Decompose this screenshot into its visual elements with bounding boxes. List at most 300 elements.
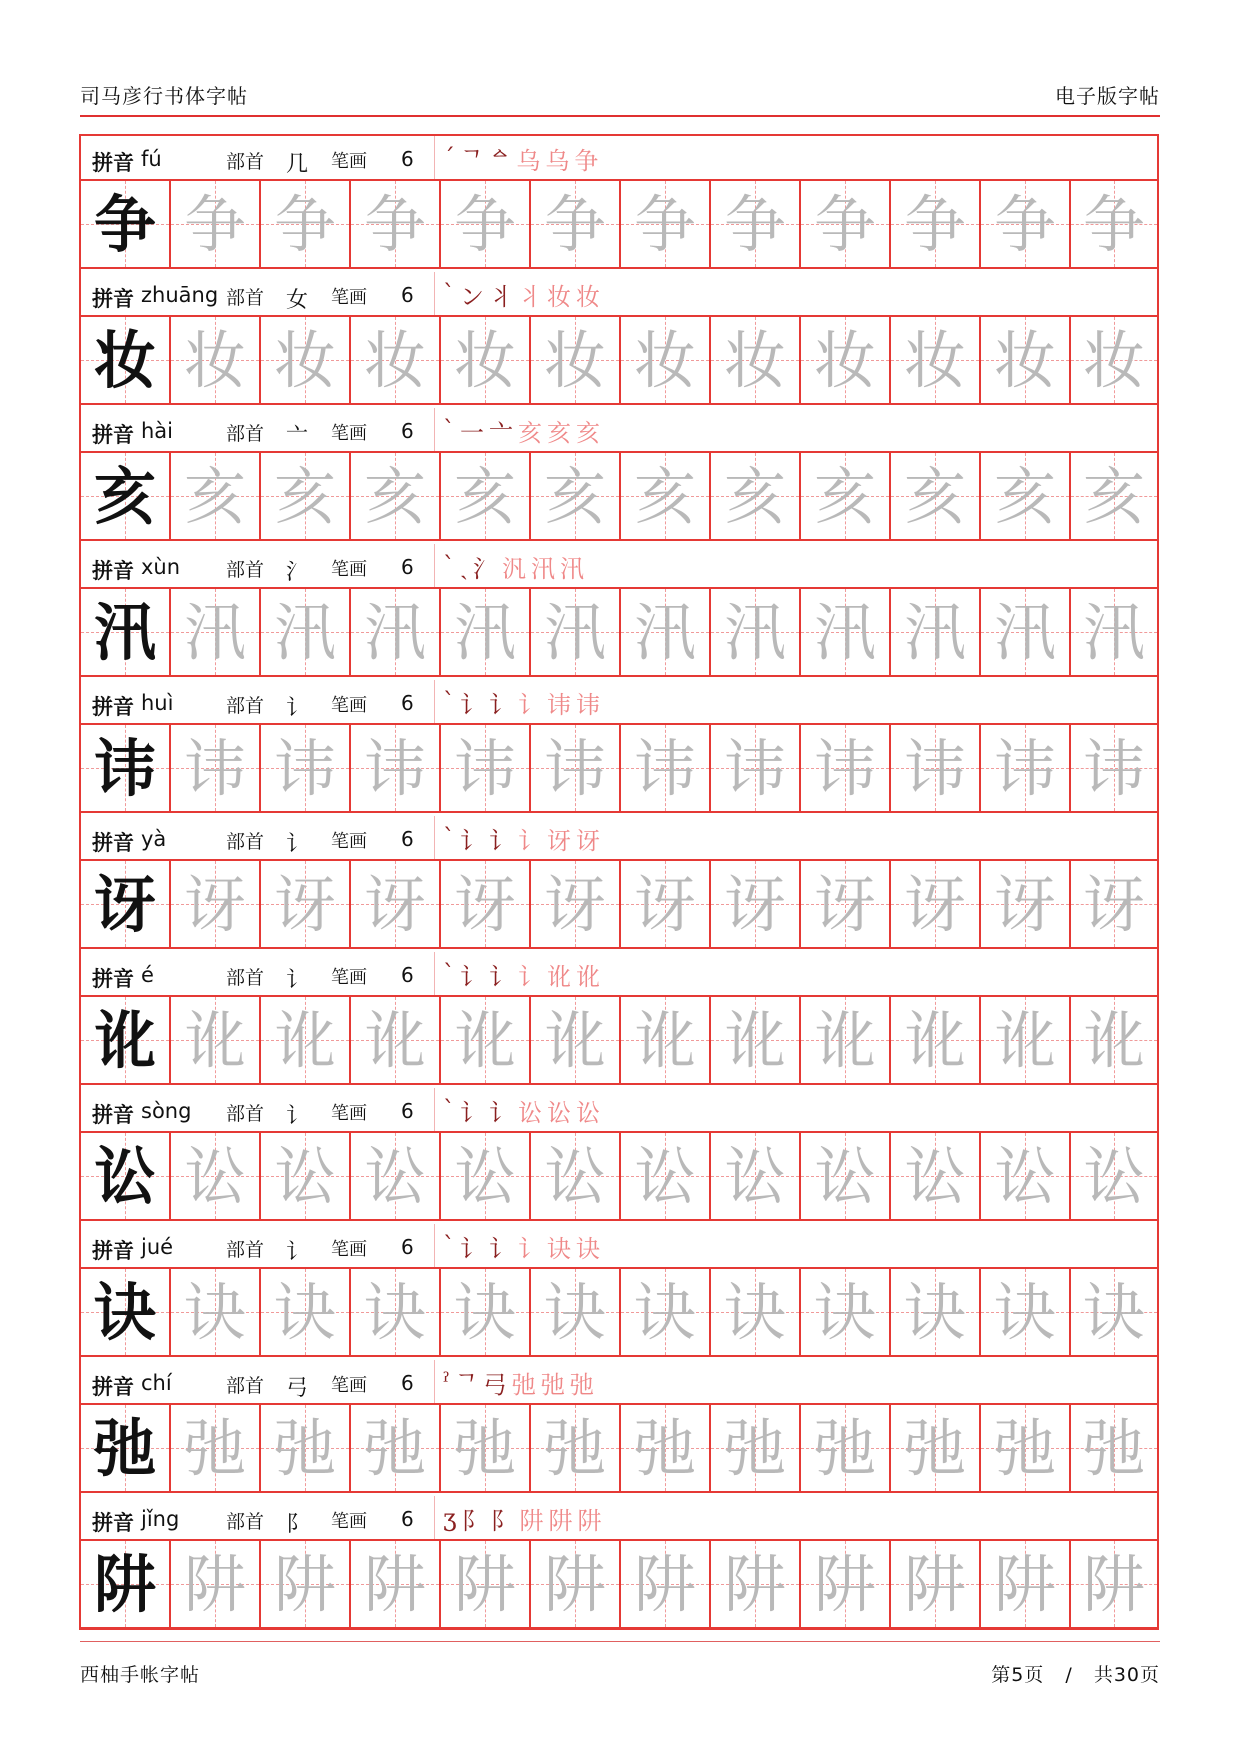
trace-cell bbox=[351, 1133, 441, 1219]
trace-cell bbox=[801, 589, 891, 675]
stroke-count-value: 6 bbox=[401, 1371, 414, 1395]
trace-character: 弛 bbox=[633, 1412, 696, 1485]
model-cell bbox=[81, 1541, 171, 1627]
stroke-step: 一 bbox=[460, 418, 484, 447]
trace-character: 讶 bbox=[183, 868, 246, 941]
trace-character: 讼 bbox=[903, 1140, 966, 1213]
practice-grid-row bbox=[81, 1539, 1157, 1629]
stroke-step: ン bbox=[460, 282, 484, 311]
model-cell bbox=[81, 725, 171, 811]
trace-cell bbox=[1071, 997, 1157, 1083]
stroke-count-label: 笔画 bbox=[331, 1239, 367, 1260]
model-character: 讳 bbox=[93, 732, 156, 805]
trace-cell bbox=[261, 1405, 351, 1491]
trace-character: 讹 bbox=[543, 1004, 606, 1077]
model-character: 阱 bbox=[93, 1548, 156, 1621]
trace-cell bbox=[981, 725, 1071, 811]
stroke-step: 氵 bbox=[473, 554, 497, 583]
trace-character: 弛 bbox=[543, 1412, 606, 1485]
trace-cell bbox=[351, 317, 441, 403]
char-meta bbox=[81, 1224, 435, 1268]
stroke-step: ˊ bbox=[443, 144, 455, 172]
trace-character: 弛 bbox=[183, 1412, 246, 1485]
radical-label: 部首 bbox=[226, 287, 265, 309]
stroke-step: ˋ bbox=[443, 552, 455, 580]
trace-character: 诀 bbox=[1082, 1276, 1145, 1349]
trace-cell bbox=[891, 317, 981, 403]
trace-cell bbox=[891, 1405, 981, 1491]
trace-cell bbox=[891, 181, 981, 267]
trace-character: 讹 bbox=[993, 1004, 1056, 1077]
trace-cell bbox=[801, 1541, 891, 1627]
trace-cell bbox=[531, 997, 621, 1083]
stroke-count-label: 笔画 bbox=[331, 695, 367, 716]
stroke-order bbox=[435, 952, 1157, 996]
trace-character: 诀 bbox=[183, 1276, 246, 1349]
trace-cell bbox=[441, 1405, 531, 1491]
trace-character: 亥 bbox=[273, 460, 336, 533]
trace-cell bbox=[621, 317, 711, 403]
stroke-step: ˋ bbox=[443, 688, 455, 716]
trace-cell bbox=[261, 1269, 351, 1355]
trace-character: 讳 bbox=[903, 732, 966, 805]
stroke-step: 讶 bbox=[576, 826, 600, 855]
trace-character: 亥 bbox=[1082, 460, 1145, 533]
trace-cell bbox=[171, 453, 261, 539]
stroke-count-label: 笔画 bbox=[331, 559, 367, 580]
trace-character: 诀 bbox=[363, 1276, 426, 1349]
stroke-step: 汛 bbox=[560, 554, 584, 583]
pinyin-label: 拼音 bbox=[92, 1375, 134, 1399]
trace-character: 讼 bbox=[633, 1140, 696, 1213]
char-info-row bbox=[81, 136, 1157, 181]
radical-value: 讠 bbox=[286, 696, 309, 721]
stroke-step: 丬 bbox=[489, 282, 513, 311]
radical-value: 讠 bbox=[286, 968, 309, 993]
model-cell bbox=[81, 589, 171, 675]
trace-character: 阱 bbox=[183, 1548, 246, 1621]
stroke-count-label: 笔画 bbox=[331, 151, 367, 172]
stroke-count-label: 笔画 bbox=[331, 967, 367, 988]
trace-cell bbox=[171, 1133, 261, 1219]
trace-character: 讳 bbox=[1082, 732, 1145, 805]
trace-character: 讳 bbox=[363, 732, 426, 805]
char-meta bbox=[81, 1496, 435, 1540]
trace-cell bbox=[441, 1541, 531, 1627]
char-info-row bbox=[81, 952, 1157, 997]
trace-cell bbox=[981, 1269, 1071, 1355]
trace-character: 汛 bbox=[633, 596, 696, 669]
trace-cell bbox=[1071, 1269, 1157, 1355]
trace-cell bbox=[711, 1269, 801, 1355]
stroke-step: ᅀ bbox=[488, 146, 512, 175]
trace-character: 汛 bbox=[903, 596, 966, 669]
practice-grid-row bbox=[81, 995, 1157, 1085]
char-meta bbox=[81, 952, 435, 996]
trace-character: 亥 bbox=[183, 460, 246, 533]
model-cell bbox=[81, 1269, 171, 1355]
trace-character: 争 bbox=[453, 188, 516, 261]
trace-character: 妆 bbox=[993, 324, 1056, 397]
radical-label: 部首 bbox=[226, 559, 265, 581]
stroke-step: 亥 bbox=[547, 418, 571, 447]
model-character: 亥 bbox=[93, 460, 156, 533]
stroke-step: 丬 bbox=[518, 282, 542, 311]
pinyin-label: 拼音 bbox=[92, 151, 134, 175]
practice-grid-row bbox=[81, 1403, 1157, 1493]
stroke-step: 讠 bbox=[518, 962, 542, 991]
trace-character: 诀 bbox=[273, 1276, 336, 1349]
trace-character: 讶 bbox=[993, 868, 1056, 941]
char-meta bbox=[81, 816, 435, 860]
trace-cell bbox=[711, 317, 801, 403]
trace-cell bbox=[441, 317, 531, 403]
model-cell bbox=[81, 317, 171, 403]
pinyin-value: jué bbox=[141, 1235, 174, 1259]
trace-character: 阱 bbox=[1082, 1548, 1145, 1621]
stroke-order bbox=[435, 816, 1157, 860]
stroke-step: 讠 bbox=[489, 826, 513, 855]
trace-cell bbox=[261, 725, 351, 811]
stroke-count-label: 笔画 bbox=[331, 1103, 367, 1124]
model-character: 讹 bbox=[93, 1004, 156, 1077]
char-info-row bbox=[81, 272, 1157, 317]
stroke-count-label: 笔画 bbox=[331, 423, 367, 444]
radical-label: 部首 bbox=[226, 967, 265, 989]
trace-character: 争 bbox=[813, 188, 876, 261]
pinyin-label: 拼音 bbox=[92, 1239, 134, 1263]
trace-character: 阱 bbox=[273, 1548, 336, 1621]
trace-cell bbox=[891, 1541, 981, 1627]
model-cell bbox=[81, 861, 171, 947]
trace-character: 汛 bbox=[993, 596, 1056, 669]
trace-character: 诀 bbox=[903, 1276, 966, 1349]
radical-label: 部首 bbox=[226, 1375, 265, 1397]
trace-cell bbox=[441, 1133, 531, 1219]
trace-cell bbox=[711, 589, 801, 675]
practice-grid-row bbox=[81, 315, 1157, 405]
trace-character: 妆 bbox=[453, 324, 516, 397]
trace-cell bbox=[351, 1405, 441, 1491]
trace-character: 讳 bbox=[453, 732, 516, 805]
trace-character: 讹 bbox=[363, 1004, 426, 1077]
trace-cell bbox=[171, 725, 261, 811]
trace-cell bbox=[621, 725, 711, 811]
trace-cell bbox=[801, 181, 891, 267]
stroke-count-value: 6 bbox=[401, 283, 414, 307]
stroke-step: 亠 bbox=[489, 418, 513, 447]
trace-character: 诀 bbox=[813, 1276, 876, 1349]
radical-label: 部首 bbox=[226, 1239, 265, 1261]
stroke-count-label: 笔画 bbox=[331, 1511, 367, 1532]
stroke-step: 讠 bbox=[489, 1234, 513, 1263]
char-meta bbox=[81, 272, 435, 316]
trace-character: 妆 bbox=[363, 324, 426, 397]
trace-character: 汛 bbox=[453, 596, 516, 669]
stroke-count-value: 6 bbox=[401, 555, 414, 579]
trace-character: 汛 bbox=[363, 596, 426, 669]
trace-cell bbox=[171, 1541, 261, 1627]
trace-cell bbox=[531, 1405, 621, 1491]
trace-cell bbox=[891, 589, 981, 675]
trace-cell bbox=[711, 181, 801, 267]
trace-character: 诀 bbox=[993, 1276, 1056, 1349]
trace-character: 亥 bbox=[903, 460, 966, 533]
trace-character: 讼 bbox=[183, 1140, 246, 1213]
trace-cell bbox=[801, 317, 891, 403]
stroke-count-value: 6 bbox=[401, 1507, 414, 1531]
trace-cell bbox=[801, 861, 891, 947]
trace-cell bbox=[441, 453, 531, 539]
trace-cell bbox=[801, 725, 891, 811]
trace-cell bbox=[981, 861, 1071, 947]
char-info-row bbox=[81, 408, 1157, 453]
trace-character: 弛 bbox=[363, 1412, 426, 1485]
trace-cell bbox=[891, 861, 981, 947]
trace-character: 诀 bbox=[543, 1276, 606, 1349]
trace-character: 弛 bbox=[1082, 1412, 1145, 1485]
stroke-step: 诀 bbox=[576, 1234, 600, 1263]
trace-character: 汛 bbox=[543, 596, 606, 669]
char-meta bbox=[81, 544, 435, 588]
trace-character: 阱 bbox=[903, 1548, 966, 1621]
trace-cell bbox=[1071, 1541, 1157, 1627]
trace-character: 讹 bbox=[633, 1004, 696, 1077]
trace-cell bbox=[801, 453, 891, 539]
stroke-step: 讳 bbox=[547, 690, 571, 719]
pinyin-value: fú bbox=[141, 147, 162, 171]
trace-character: 讹 bbox=[1082, 1004, 1145, 1077]
char-meta bbox=[81, 680, 435, 724]
trace-character: 汛 bbox=[813, 596, 876, 669]
stroke-step: 讠 bbox=[460, 1098, 484, 1127]
model-cell bbox=[81, 997, 171, 1083]
stroke-step: 妆 bbox=[576, 282, 600, 311]
trace-character: 争 bbox=[363, 188, 426, 261]
trace-character: 阱 bbox=[453, 1548, 516, 1621]
trace-cell bbox=[621, 1541, 711, 1627]
trace-cell bbox=[441, 725, 531, 811]
practice-sheet bbox=[79, 134, 1159, 1630]
char-meta bbox=[81, 1088, 435, 1132]
trace-character: 妆 bbox=[1082, 324, 1145, 397]
char-meta bbox=[81, 1360, 435, 1404]
stroke-count-value: 6 bbox=[401, 963, 414, 987]
trace-character: 阱 bbox=[723, 1548, 786, 1621]
trace-cell bbox=[261, 317, 351, 403]
stroke-step: ˋ bbox=[443, 416, 455, 444]
model-character: 妆 bbox=[93, 324, 156, 397]
footer-brand: 西柚手帐字帖 bbox=[80, 1664, 201, 1686]
trace-cell bbox=[711, 1133, 801, 1219]
trace-character: 妆 bbox=[273, 324, 336, 397]
trace-cell bbox=[891, 1269, 981, 1355]
stroke-step: 争 bbox=[574, 146, 599, 175]
trace-character: 讳 bbox=[543, 732, 606, 805]
trace-cell bbox=[891, 997, 981, 1083]
trace-character: 汛 bbox=[1082, 596, 1145, 669]
trace-cell bbox=[441, 997, 531, 1083]
trace-character: 讶 bbox=[813, 868, 876, 941]
trace-cell bbox=[351, 181, 441, 267]
practice-grid-row bbox=[81, 859, 1157, 949]
stroke-count-value: 6 bbox=[401, 827, 414, 851]
trace-cell bbox=[441, 861, 531, 947]
trace-cell bbox=[441, 589, 531, 675]
trace-character: 弛 bbox=[993, 1412, 1056, 1485]
trace-character: 亥 bbox=[543, 460, 606, 533]
practice-grid-row bbox=[81, 451, 1157, 541]
trace-character: 妆 bbox=[723, 324, 786, 397]
trace-character: 讼 bbox=[453, 1140, 516, 1213]
trace-character: 讹 bbox=[903, 1004, 966, 1077]
radical-value: 几 bbox=[286, 152, 309, 177]
trace-character: 讼 bbox=[993, 1140, 1056, 1213]
trace-cell bbox=[621, 181, 711, 267]
char-info-row bbox=[81, 1496, 1157, 1541]
stroke-order bbox=[435, 544, 1157, 588]
trace-character: 讶 bbox=[633, 868, 696, 941]
trace-character: 阱 bbox=[993, 1548, 1056, 1621]
trace-cell bbox=[1071, 1133, 1157, 1219]
trace-character: 妆 bbox=[903, 324, 966, 397]
stroke-step: 弛 bbox=[569, 1370, 594, 1399]
trace-character: 妆 bbox=[543, 324, 606, 397]
stroke-step: 讹 bbox=[576, 962, 600, 991]
stroke-step: 讠 bbox=[489, 1098, 513, 1127]
trace-character: 亥 bbox=[723, 460, 786, 533]
trace-cell bbox=[711, 1541, 801, 1627]
radical-value: 氵 bbox=[286, 560, 309, 585]
radical-value: 讠 bbox=[286, 1240, 309, 1265]
header-title: 司马彦行书体字帖 bbox=[80, 84, 248, 108]
stroke-step: 亥 bbox=[576, 418, 600, 447]
stroke-count-value: 6 bbox=[401, 691, 414, 715]
trace-cell bbox=[891, 453, 981, 539]
trace-cell bbox=[531, 589, 621, 675]
model-cell bbox=[81, 1405, 171, 1491]
pinyin-value: jǐng bbox=[141, 1507, 180, 1531]
page-separator: / bbox=[1065, 1664, 1073, 1686]
trace-cell bbox=[891, 725, 981, 811]
trace-cell bbox=[531, 1133, 621, 1219]
trace-cell bbox=[351, 997, 441, 1083]
trace-cell bbox=[1071, 1405, 1157, 1491]
stroke-step: 讠 bbox=[518, 690, 542, 719]
stroke-step: 弛 bbox=[540, 1370, 565, 1399]
trace-cell bbox=[801, 1133, 891, 1219]
trace-character: 争 bbox=[1082, 188, 1145, 261]
trace-cell bbox=[531, 1269, 621, 1355]
stroke-step: ˋ bbox=[443, 824, 455, 852]
trace-character: 讼 bbox=[363, 1140, 426, 1213]
trace-cell bbox=[1071, 861, 1157, 947]
stroke-count-value: 6 bbox=[401, 147, 414, 171]
trace-cell bbox=[531, 181, 621, 267]
trace-character: 讳 bbox=[723, 732, 786, 805]
trace-character: 讶 bbox=[363, 868, 426, 941]
trace-character: 汛 bbox=[183, 596, 246, 669]
pinyin-label: 拼音 bbox=[92, 967, 134, 991]
trace-cell bbox=[1071, 453, 1157, 539]
trace-cell bbox=[621, 1269, 711, 1355]
stroke-step: 弛 bbox=[511, 1370, 536, 1399]
trace-cell bbox=[621, 453, 711, 539]
radical-label: 部首 bbox=[226, 695, 265, 717]
trace-character: 讳 bbox=[273, 732, 336, 805]
pinyin-label: 拼音 bbox=[92, 695, 134, 719]
trace-cell bbox=[171, 317, 261, 403]
stroke-order bbox=[435, 1496, 1157, 1540]
pinyin-label: 拼音 bbox=[92, 423, 134, 447]
pinyin-value: yà bbox=[141, 827, 167, 851]
pinyin-label: 拼音 bbox=[92, 559, 134, 583]
trace-character: 诀 bbox=[723, 1276, 786, 1349]
trace-cell bbox=[351, 589, 441, 675]
stroke-step: 讹 bbox=[547, 962, 571, 991]
trace-character: 讳 bbox=[813, 732, 876, 805]
radical-label: 部首 bbox=[226, 423, 265, 445]
trace-cell bbox=[531, 317, 621, 403]
trace-character: 讳 bbox=[633, 732, 696, 805]
pinyin-label: 拼音 bbox=[92, 831, 134, 855]
trace-cell bbox=[801, 1405, 891, 1491]
trace-cell bbox=[981, 1405, 1071, 1491]
pinyin-value: chí bbox=[141, 1371, 172, 1395]
trace-cell bbox=[441, 1269, 531, 1355]
stroke-count-value: 6 bbox=[401, 1235, 414, 1259]
trace-character: 弛 bbox=[453, 1412, 516, 1485]
stroke-step: 阱 bbox=[548, 1506, 573, 1535]
practice-grid-row bbox=[81, 587, 1157, 677]
trace-character: 阱 bbox=[813, 1548, 876, 1621]
stroke-step: ˋ bbox=[443, 1232, 455, 1260]
stroke-order bbox=[435, 136, 1157, 180]
trace-cell bbox=[261, 997, 351, 1083]
radical-value: 阝 bbox=[286, 1512, 309, 1537]
stroke-step: 乌 bbox=[545, 146, 570, 175]
stroke-step: ˎ bbox=[460, 551, 468, 580]
practice-grid-row bbox=[81, 1131, 1157, 1221]
stroke-order bbox=[435, 1088, 1157, 1132]
trace-character: 诀 bbox=[453, 1276, 516, 1349]
trace-cell bbox=[261, 1133, 351, 1219]
trace-cell bbox=[171, 861, 261, 947]
trace-character: 争 bbox=[723, 188, 786, 261]
radical-label: 部首 bbox=[226, 1103, 265, 1125]
stroke-count-label: 笔画 bbox=[331, 831, 367, 852]
practice-grid-row bbox=[81, 723, 1157, 813]
char-info-row bbox=[81, 680, 1157, 725]
page-number: 第5页 bbox=[991, 1664, 1045, 1686]
pinyin-label: 拼音 bbox=[92, 287, 134, 311]
trace-character: 亥 bbox=[993, 460, 1056, 533]
char-meta bbox=[81, 136, 435, 180]
trace-cell bbox=[981, 181, 1071, 267]
trace-character: 妆 bbox=[633, 324, 696, 397]
model-character: 诀 bbox=[93, 1276, 156, 1349]
stroke-step: 讼 bbox=[547, 1098, 571, 1127]
stroke-step: 弓 bbox=[482, 1370, 507, 1399]
trace-character: 亥 bbox=[633, 460, 696, 533]
trace-cell bbox=[261, 453, 351, 539]
stroke-step: 阱 bbox=[577, 1506, 602, 1535]
pinyin-value: xùn bbox=[141, 555, 181, 579]
stroke-step: 讶 bbox=[547, 826, 571, 855]
page-indicator bbox=[991, 1660, 1160, 1687]
trace-character: 讹 bbox=[183, 1004, 246, 1077]
trace-cell bbox=[351, 453, 441, 539]
